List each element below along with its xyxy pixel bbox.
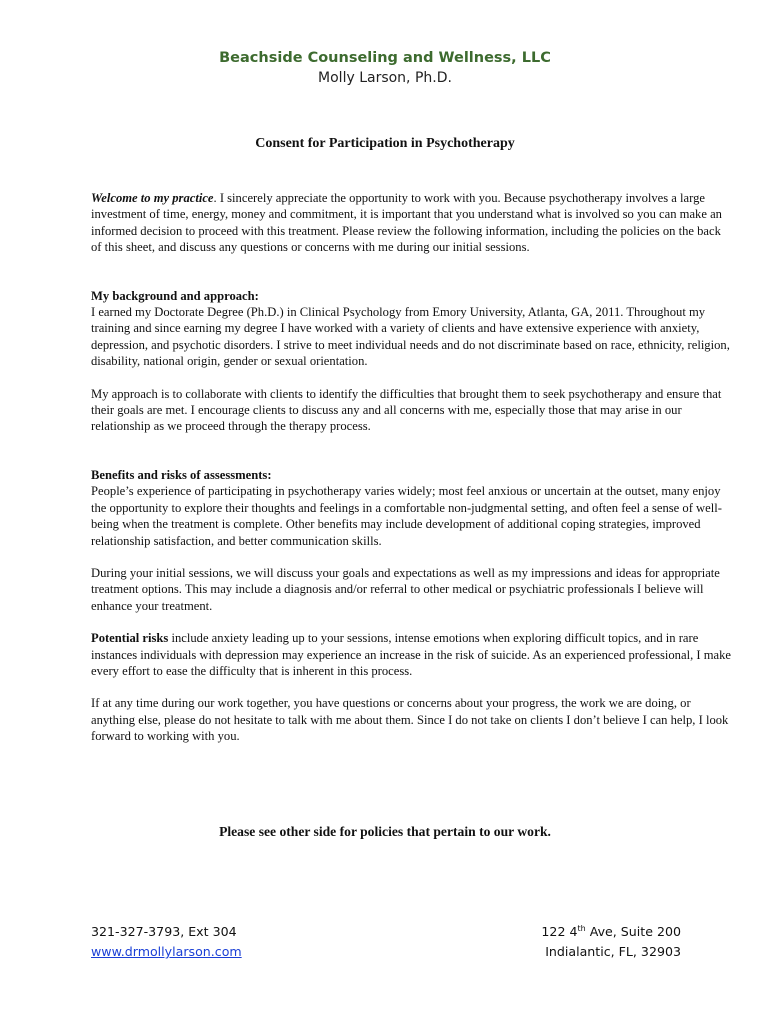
- policies-note: Please see other side for policies that pertain to our work.: [219, 824, 551, 839]
- street-address: [541, 922, 681, 942]
- phone-number: 321-327-3793, Ext 304: [91, 924, 237, 939]
- document-title: Consent for Participation in Psychotherapy: [255, 136, 515, 151]
- benefits-paragraph-1: People’s experience of participating in psychotherapy varies widely; most feel anxious or uncertain at the outset, many enjoy the opportunity to explore their thoughts and feelings in a comfortable non-judgmental setting, and often feel a sense of well-being when the treatment is complete. Other benefits may include development of additional coping strategies, improved relationship satisfaction, and better communication skills.: [91, 484, 722, 548]
- risks-paragraph: [91, 630, 731, 679]
- risks-lead: Potential risks: [91, 631, 169, 646]
- benefits-heading: Benefits and risks of assessments:: [91, 467, 272, 482]
- background-paragraph-2: My approach is to collaborate with clients to identify the difficulties that brought them to seek psychotherapy and ensure that their goals are met. I encourage clients to discuss any and all concerns with me, especially those that may arise in our relationship as we proceed through the therapy process.: [91, 386, 722, 434]
- letterhead: [0, 48, 770, 88]
- ordinal-suffix: th: [577, 923, 586, 933]
- background-paragraph-1: I earned my Doctorate Degree (Ph.D.) in Clinical Psychology from Emory University, Atlanta, GA, 2011. Throughout my training and since earning my degree I have worked with a variety of clients and have extensive experience with anxiety, depression, and psychotic disorders. I strive to meet individual needs and do not discriminate based on race, ethnicity, religion, disability, national origin, gender or sexual orientation.: [91, 305, 730, 369]
- welcome-lead: Welcome to my practice: [91, 191, 214, 205]
- practice-name: Beachside Counseling and Wellness, LLC: [219, 50, 551, 66]
- benefits-paragraph-2: During your initial sessions, we will discuss your goals and expectations as well as my impressions and ideas for appropriate treatment options. This may include a diagnosis and/or referral to other medical or psychiatric professionals I believe will enhance your treatment.: [91, 565, 720, 613]
- risks-text: include anxiety leading up to your sessions, intense emotions when exploring difficult topics, and in rare instances individuals with depression may experience an increase in the risk of suicide. As an experienced professional, I make every effort to ease the difficulty that is inherent in this process.: [91, 631, 731, 678]
- website-link[interactable]: www.drmollylarson.com: [91, 944, 242, 959]
- address: [541, 922, 681, 962]
- street-rest: Ave, Suite 200: [585, 924, 681, 939]
- city-line: Indialantic, FL, 32903: [545, 944, 681, 959]
- closing-paragraph: If at any time during our work together, you have questions or concerns about your progress, the work we are doing, or anything else, please do not hesitate to talk with me about them. Since I do not take on clients I don’t believe I can help, I look forward to working with you.: [91, 696, 729, 744]
- document-body: [91, 190, 731, 745]
- doctor-name: Molly Larson, Ph.D.: [318, 70, 452, 86]
- background-heading: My background and approach:: [91, 288, 259, 303]
- street-number: 122 4: [541, 924, 578, 939]
- welcome-paragraph: [91, 190, 731, 256]
- welcome-text: . I sincerely appreciate the opportunity to work with you. Because psychotherapy involves a large investment of time, energy, money and commitment, it is important that you understand what is involved so you can make an informed decision to proceed with this treatment. Please review the following information, including the policies on the back of this sheet, and discuss any questions or concerns with me during our initial sessions.: [91, 191, 722, 255]
- contact-info: [91, 922, 242, 962]
